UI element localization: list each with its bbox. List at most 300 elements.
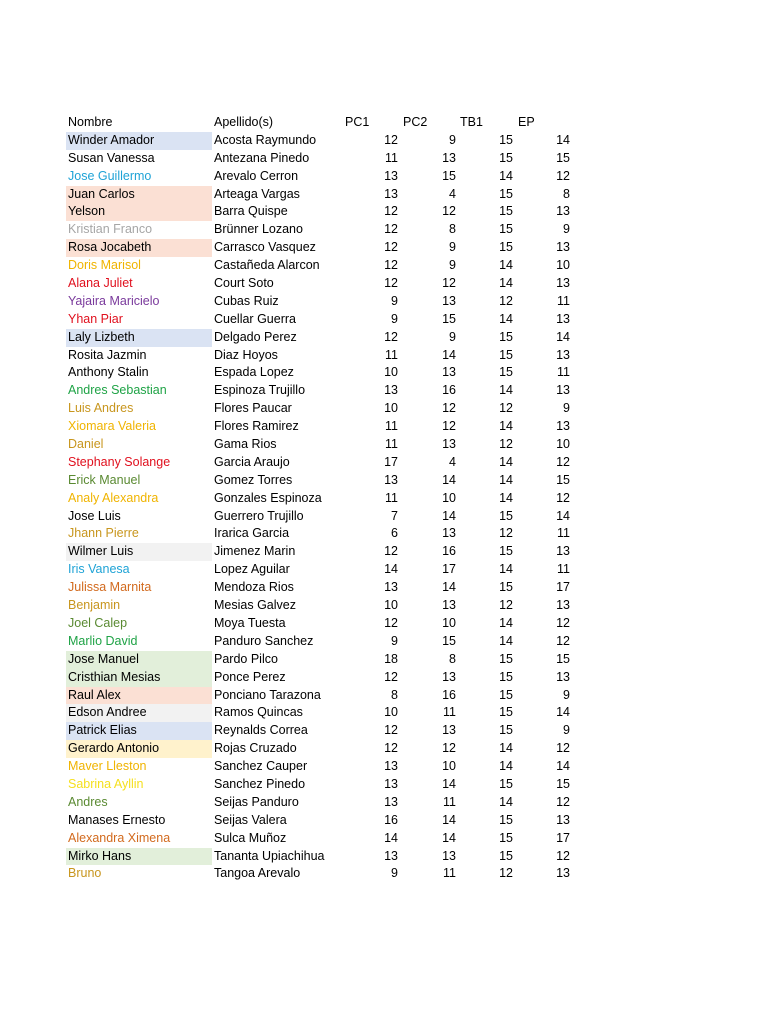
table-row [66,436,586,454]
cell-pc2: 13 [442,293,456,308]
cell-pc1: 12 [384,258,398,273]
cell-nombre: Marlio David [68,633,138,648]
cell-tb1: 15 [499,329,513,344]
cell-pc1: 7 [391,508,398,523]
cell-pc2: 11 [443,794,456,809]
cell-tb1: 14 [499,454,513,469]
cell-pc1: 12 [384,276,398,291]
header-pc2: PC2 [403,115,428,129]
cell-tb1: 15 [499,723,513,738]
cell-ep: 13 [556,669,570,684]
cell-nombre: Daniel [68,437,104,452]
cell-nombre: Iris Vanesa [68,562,130,577]
cell-tb1: 14 [499,633,513,648]
cell-ep: 10 [556,258,570,273]
cell-nombre: Analy Alexandra [68,490,159,505]
cell-nombre: Cristhian Mesias [66,669,212,687]
table-row [66,257,586,275]
cell-nombre: Jose Guillermo [68,168,152,183]
cell-pc1: 12 [384,544,398,559]
cell-pc1: 6 [391,526,398,541]
cell-pc1: 17 [384,454,398,469]
cell-apellidos: Sanchez Pinedo [214,776,306,791]
cell-pc1: 10 [384,598,398,613]
cell-apellidos: Reynalds Correa [214,723,308,738]
cell-ep: 12 [556,615,570,630]
table-row [66,704,586,722]
table-row [66,239,586,257]
cell-apellidos: Garcia Araujo [214,454,290,469]
cell-pc1: 10 [384,705,398,720]
cell-nombre: Andres Sebastian [68,383,167,398]
cell-nombre: Anthony Stalin [68,365,149,380]
cell-tb1: 12 [499,293,513,308]
cell-pc2: 13 [442,598,456,613]
table-row [66,740,586,758]
cell-pc2: 13 [442,365,456,380]
cell-nombre: Julissa Marnita [68,580,152,595]
table-row [66,615,586,633]
cell-nombre: Laly Lizbeth [66,329,212,347]
cell-tb1: 12 [499,437,513,452]
cell-pc2: 10 [442,759,456,774]
table-row [66,830,586,848]
cell-tb1: 14 [499,383,513,398]
cell-tb1: 15 [499,204,513,219]
cell-pc1: 9 [391,311,398,326]
cell-nombre: Manases Ernesto [68,812,166,827]
cell-tb1: 14 [499,472,513,487]
cell-pc2: 4 [449,454,456,469]
table-row [66,561,586,579]
cell-pc2: 9 [449,258,456,273]
cell-nombre: Kristian Franco [68,222,153,237]
cell-nombre: Wilmer Luis [66,543,212,561]
cell-apellidos: Barra Quispe [214,204,288,219]
cell-pc1: 12 [384,222,398,237]
cell-tb1: 14 [499,759,513,774]
cell-apellidos: Espinoza Trujillo [214,383,306,398]
table-row [66,865,586,883]
cell-nombre: Rosa Jocabeth [66,239,212,257]
table-row [66,454,586,472]
cell-pc2: 17 [442,562,456,577]
cell-pc1: 16 [384,812,398,827]
table-row [66,186,586,204]
cell-tb1: 12 [499,401,513,416]
cell-ep: 9 [563,401,570,416]
cell-nombre: Jose Luis [68,508,121,523]
cell-ep: 9 [563,687,570,702]
cell-pc2: 13 [442,526,456,541]
cell-tb1: 15 [499,580,513,595]
cell-tb1: 15 [499,705,513,720]
cell-ep: 11 [557,562,570,577]
cell-ep: 10 [556,437,570,452]
cell-tb1: 14 [499,168,513,183]
cell-ep: 13 [556,419,570,434]
cell-ep: 14 [556,132,570,147]
cell-apellidos: Antezana Pinedo [214,150,310,165]
cell-apellidos: Ponce Perez [214,669,286,684]
table-row [66,633,586,651]
cell-ep: 13 [556,347,570,362]
cell-ep: 12 [556,454,570,469]
cell-nombre: Erick Manuel [68,472,141,487]
cell-nombre: Gerardo Antonio [66,740,212,758]
cell-pc1: 12 [384,741,398,756]
cell-ep: 12 [556,794,570,809]
cell-pc1: 13 [384,794,398,809]
cell-ep: 13 [556,276,570,291]
cell-pc2: 15 [442,311,456,326]
cell-ep: 12 [556,741,570,756]
cell-ep: 14 [556,329,570,344]
table-row [66,400,586,418]
cell-ep: 14 [556,705,570,720]
cell-pc2: 12 [442,741,456,756]
cell-tb1: 14 [499,794,513,809]
cell-pc1: 12 [384,669,398,684]
cell-pc2: 14 [442,508,456,523]
cell-tb1: 15 [499,651,513,666]
cell-pc1: 13 [384,472,398,487]
cell-tb1: 15 [499,150,513,165]
cell-tb1: 12 [499,526,513,541]
cell-nombre: Yhan Piar [68,311,123,326]
cell-pc2: 12 [442,419,456,434]
cell-tb1: 15 [499,776,513,791]
cell-nombre: Luis Andres [68,401,134,416]
cell-apellidos: Espada Lopez [214,365,294,380]
table-row [66,579,586,597]
table-row [66,776,586,794]
cell-tb1: 15 [499,240,513,255]
cell-pc1: 9 [391,293,398,308]
grades-table [66,114,586,883]
table-row [66,722,586,740]
cell-apellidos: Castañeda Alarcon [214,258,320,273]
cell-ep: 13 [556,311,570,326]
table-row [66,418,586,436]
cell-pc2: 13 [442,669,456,684]
cell-ep: 12 [556,168,570,183]
cell-ep: 17 [556,830,570,845]
cell-apellidos: Mendoza Rios [214,580,294,595]
cell-pc2: 16 [442,383,456,398]
cell-tb1: 12 [499,598,513,613]
cell-ep: 13 [556,866,570,881]
cell-nombre: Yelson [66,203,212,221]
cell-pc2: 14 [442,347,456,362]
cell-pc1: 10 [384,401,398,416]
cell-ep: 13 [556,383,570,398]
cell-pc1: 11 [385,347,398,362]
cell-pc1: 13 [384,776,398,791]
table-row [66,543,586,561]
cell-nombre: Doris Marisol [68,258,141,273]
cell-pc2: 13 [442,848,456,863]
cell-apellidos: Moya Tuesta [214,615,286,630]
cell-ep: 17 [556,580,570,595]
cell-nombre: Sabrina Ayllin [68,776,144,791]
cell-pc2: 10 [442,615,456,630]
table-row [66,329,586,347]
cell-pc1: 11 [385,150,398,165]
cell-pc2: 14 [442,580,456,595]
cell-apellidos: Cubas Ruiz [214,293,279,308]
table-row [66,150,586,168]
cell-tb1: 15 [499,812,513,827]
cell-nombre: Winder Amador [66,132,212,150]
table-row [66,168,586,186]
cell-pc1: 9 [391,866,398,881]
cell-pc1: 8 [391,687,398,702]
cell-apellidos: Jimenez Marin [214,544,296,559]
cell-pc2: 11 [443,705,456,720]
header-apellidos: Apellido(s) [214,115,274,129]
cell-tb1: 15 [499,186,513,201]
cell-tb1: 14 [499,741,513,756]
cell-tb1: 14 [499,615,513,630]
cell-pc1: 12 [384,329,398,344]
cell-apellidos: Sulca Muñoz [214,830,287,845]
cell-nombre: Bruno [68,866,102,881]
cell-pc2: 16 [442,687,456,702]
cell-pc1: 13 [384,848,398,863]
cell-ep: 15 [556,651,570,666]
table-row [66,347,586,365]
table-row [66,132,586,150]
cell-apellidos: Diaz Hoyos [214,347,278,362]
cell-pc2: 14 [442,812,456,827]
cell-nombre: Yajaira Maricielo [68,293,160,308]
cell-nombre: Edson Andree [66,704,212,722]
cell-pc1: 12 [384,204,398,219]
table-row [66,203,586,221]
cell-pc2: 15 [442,633,456,648]
table-row [66,472,586,490]
cell-pc1: 10 [384,365,398,380]
cell-pc1: 9 [391,633,398,648]
table-row [66,794,586,812]
cell-apellidos: Pardo Pilco [214,651,278,666]
header-row [66,114,586,132]
table-row [66,669,586,687]
cell-nombre: Xiomara Valeria [68,419,157,434]
table-row [66,508,586,526]
cell-tb1: 15 [499,347,513,362]
cell-ep: 15 [556,776,570,791]
cell-pc1: 13 [384,168,398,183]
cell-pc2: 4 [449,186,456,201]
cell-nombre: Maver Lleston [68,759,147,774]
cell-ep: 8 [563,186,570,201]
header-tb1: TB1 [460,115,483,129]
cell-pc1: 12 [384,723,398,738]
cell-ep: 12 [556,848,570,863]
cell-ep: 12 [556,633,570,648]
cell-pc1: 12 [384,240,398,255]
cell-tb1: 15 [499,222,513,237]
cell-tb1: 15 [499,544,513,559]
cell-ep: 13 [556,812,570,827]
cell-nombre: Andres [68,794,108,809]
cell-nombre: Jhann Pierre [68,526,139,541]
cell-pc1: 14 [384,830,398,845]
cell-nombre: Joel Calep [68,615,128,630]
cell-apellidos: Delgado Perez [214,329,297,344]
cell-ep: 15 [556,472,570,487]
cell-pc2: 15 [442,168,456,183]
cell-pc2: 8 [449,222,456,237]
table-row [66,382,586,400]
table-row [66,293,586,311]
cell-nombre: Raul Alex [66,687,212,705]
cell-pc2: 9 [449,132,456,147]
cell-ep: 9 [563,222,570,237]
cell-apellidos: Acosta Raymundo [214,132,317,147]
cell-pc2: 9 [449,329,456,344]
cell-ep: 13 [556,240,570,255]
cell-apellidos: Panduro Sanchez [214,633,314,648]
cell-pc2: 16 [442,544,456,559]
cell-pc2: 14 [442,830,456,845]
cell-ep: 13 [556,544,570,559]
cell-nombre: Alana Juliet [68,276,133,291]
cell-pc2: 12 [442,204,456,219]
cell-nombre: Alexandra Ximena [68,830,171,845]
cell-tb1: 15 [499,687,513,702]
table-row [66,311,586,329]
cell-tb1: 14 [499,311,513,326]
cell-pc1: 14 [384,562,398,577]
cell-tb1: 14 [499,490,513,505]
table-row [66,490,586,508]
cell-apellidos: Flores Paucar [214,401,292,416]
cell-pc2: 9 [449,240,456,255]
cell-apellidos: Seijas Valera [214,812,287,827]
cell-ep: 14 [556,759,570,774]
cell-apellidos: Ponciano Tarazona [214,687,321,702]
cell-nombre: Mirko Hans [66,848,212,866]
header-pc1: PC1 [345,115,370,129]
table-row [66,651,586,669]
cell-tb1: 15 [499,508,513,523]
cell-ep: 9 [563,723,570,738]
cell-apellidos: Cuellar Guerra [214,311,296,326]
cell-ep: 15 [556,150,570,165]
cell-tb1: 15 [499,669,513,684]
cell-tb1: 14 [499,276,513,291]
cell-nombre: Juan Carlos [66,186,212,204]
cell-tb1: 15 [499,830,513,845]
cell-pc2: 8 [449,651,456,666]
cell-apellidos: Gonzales Espinoza [214,490,322,505]
cell-pc1: 13 [384,383,398,398]
cell-apellidos: Arevalo Cerron [214,168,299,183]
cell-apellidos: Gomez Torres [214,472,293,487]
cell-apellidos: Guerrero Trujillo [214,508,304,523]
cell-ep: 11 [557,293,570,308]
cell-nombre: Susan Vanessa [68,150,155,165]
cell-pc1: 13 [384,580,398,595]
cell-tb1: 12 [499,866,513,881]
cell-apellidos: Sanchez Cauper [214,759,308,774]
cell-apellidos: Irarica Garcia [214,526,290,541]
cell-apellidos: Ramos Quincas [214,705,303,720]
cell-ep: 11 [557,365,570,380]
header-nombre: Nombre [68,115,113,129]
cell-pc1: 13 [384,186,398,201]
cell-pc2: 13 [442,150,456,165]
cell-nombre: Rosita Jazmin [68,347,147,362]
cell-pc2: 10 [442,490,456,505]
cell-pc1: 18 [384,651,398,666]
cell-apellidos: Gama Rios [214,437,277,452]
cell-pc1: 11 [385,490,398,505]
cell-tb1: 15 [499,132,513,147]
cell-apellidos: Tangoa Arevalo [214,866,301,881]
cell-apellidos: Arteaga Vargas [214,186,300,201]
cell-ep: 11 [557,526,570,541]
cell-pc2: 13 [442,437,456,452]
table-row [66,758,586,776]
table-row [66,275,586,293]
table-row [66,525,586,543]
cell-pc2: 11 [443,866,456,881]
cell-ep: 14 [556,508,570,523]
table-row [66,848,586,866]
table-row [66,687,586,705]
cell-pc1: 13 [384,759,398,774]
cell-apellidos: Lopez Aguilar [214,562,290,577]
cell-nombre: Jose Manuel [66,651,212,669]
cell-apellidos: Carrasco Vasquez [214,240,316,255]
cell-tb1: 14 [499,419,513,434]
cell-pc1: 12 [384,615,398,630]
header-ep: EP [518,115,535,129]
cell-pc2: 12 [442,401,456,416]
cell-pc1: 11 [385,437,398,452]
cell-pc2: 14 [442,472,456,487]
cell-ep: 13 [556,598,570,613]
cell-nombre: Patrick Elias [66,722,212,740]
cell-apellidos: Mesias Galvez [214,598,296,613]
cell-pc1: 12 [384,132,398,147]
cell-apellidos: Seijas Panduro [214,794,299,809]
table-body [66,132,586,883]
cell-apellidos: Tananta Upiachihua [214,848,325,863]
table-row [66,221,586,239]
cell-apellidos: Brünner Lozano [214,222,303,237]
cell-tb1: 15 [499,848,513,863]
cell-nombre: Benjamin [68,598,121,613]
table-row [66,364,586,382]
table-row [66,812,586,830]
cell-apellidos: Court Soto [214,276,274,291]
cell-pc2: 14 [442,776,456,791]
cell-ep: 13 [556,204,570,219]
cell-pc2: 12 [442,276,456,291]
cell-pc1: 11 [385,419,398,434]
cell-apellidos: Rojas Cruzado [214,741,297,756]
cell-tb1: 14 [499,258,513,273]
cell-nombre: Stephany Solange [68,454,171,469]
cell-pc2: 13 [442,723,456,738]
cell-apellidos: Flores Ramirez [214,419,299,434]
cell-tb1: 14 [499,562,513,577]
